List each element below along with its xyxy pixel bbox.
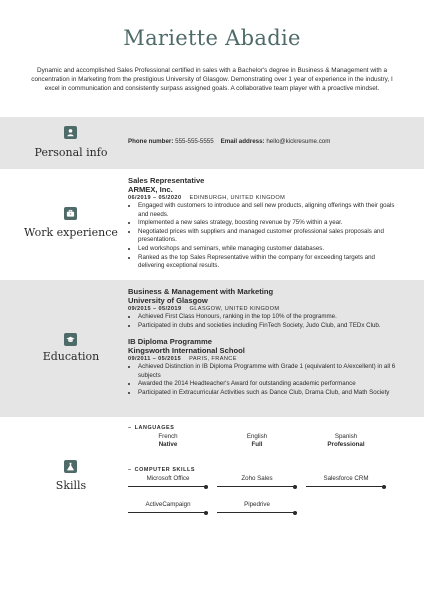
skill-level-bar xyxy=(217,486,297,487)
language-level: Full xyxy=(251,441,263,449)
candidate-name: Mariette Abadie xyxy=(123,26,301,50)
job-date-location xyxy=(128,194,398,202)
skill-item xyxy=(306,475,386,487)
skill-level-knob xyxy=(204,485,208,489)
degree-name: Business & Management with Marketing xyxy=(128,287,274,296)
skill-level-knob xyxy=(293,511,297,515)
skill-level-bar xyxy=(217,512,297,513)
job-bullet: • Implemented a new sales strategy, boosting revenue by 75% within a year. xyxy=(138,219,398,228)
work-experience-title: Work experience xyxy=(24,226,118,239)
language-level: Native xyxy=(158,441,178,449)
education-location: PARIS, FRANCE xyxy=(189,356,237,362)
education-bullet: • Achieved Distinction in IB Diploma Programme with Grade 1 (equivalent to A/excellent) in all 6 subjects xyxy=(138,363,398,380)
language-item xyxy=(306,433,386,450)
education-entry xyxy=(128,287,398,330)
skill-level-bar xyxy=(306,486,386,487)
job-bullet: • Engaged with customers to introduce and sell new products, aligning offerings with their goals and needs. xyxy=(138,202,398,219)
school-name: Kingsworth International School xyxy=(128,346,245,355)
person-icon xyxy=(64,126,77,139)
skill-item xyxy=(217,475,297,487)
skill-level-knob xyxy=(293,485,297,489)
personal-info-section xyxy=(0,117,424,169)
skill-name: Salesforce CRM xyxy=(323,475,369,482)
school-name: University of Glasgow xyxy=(128,296,208,305)
job-bullets xyxy=(128,202,398,271)
education-bullet: • Participated in Extracurricular Activities such as Dance Club, Drama Club, and Math Society xyxy=(138,389,398,398)
education-bullets xyxy=(128,363,398,397)
skill-item xyxy=(217,501,297,513)
language-name: French xyxy=(158,433,178,440)
job-title: Sales Representative xyxy=(128,176,205,185)
language-level: Professional xyxy=(327,441,365,449)
education-date-location xyxy=(128,355,398,363)
graduation-cap-icon xyxy=(64,333,77,346)
education-bullets xyxy=(128,313,398,330)
skill-level-bar xyxy=(128,486,208,487)
job-location: EDINBURGH, UNITED KINGDOM xyxy=(189,195,286,201)
briefcase-icon xyxy=(64,207,77,220)
language-name: Spanish xyxy=(334,433,358,440)
degree-name: IB Diploma Programme xyxy=(128,337,212,346)
skills-section xyxy=(0,417,424,537)
education-section xyxy=(0,280,424,417)
skill-item xyxy=(128,501,208,513)
phone-value: 555-555-5555 xyxy=(175,138,214,145)
flask-icon xyxy=(64,460,77,473)
computer-skills-heading: – COMPUTER SKILLS xyxy=(128,467,196,473)
skill-name: Zoho Sales xyxy=(241,475,273,482)
job-bullet: • Ranked as the top Sales Representative within the company for exceeding targets and delivering exceptional results. xyxy=(138,254,398,271)
skill-name: Pipedrive xyxy=(244,501,270,508)
education-bullet: • Participated in clubs and societies including FinTech Society, Judo Club, and TEDx Club. xyxy=(138,322,398,331)
skill-name: Microsoft Office xyxy=(146,475,190,482)
email-label: Email address: xyxy=(220,138,265,145)
languages-heading: – LANGUAGES xyxy=(128,425,175,431)
education-bullet: • Awarded the 2014 Headteacher's Award for outstanding academic performance xyxy=(138,380,398,389)
email-value: hello@kickresume.com xyxy=(266,138,331,145)
education-entry xyxy=(128,337,398,397)
job-entry xyxy=(128,176,398,271)
language-item xyxy=(217,433,297,450)
education-bullet: • Achieved First Class Honours, ranking in the top 10% of the programme. xyxy=(138,313,398,322)
job-dates: 06/2019 – 05/2020 xyxy=(128,195,182,201)
phone-label: Phone number: xyxy=(128,138,174,145)
skill-level-knob xyxy=(382,485,386,489)
job-bullet: • Led workshops and seminars, while managing customer databases. xyxy=(138,245,398,254)
skill-item xyxy=(128,475,208,487)
education-dates: 09/2015 – 05/2019 xyxy=(128,306,182,312)
education-title: Education xyxy=(42,350,100,363)
education-location: GLASGOW, UNITED KINGDOM xyxy=(189,306,280,312)
company-name: ARMEX, Inc. xyxy=(128,185,173,194)
skill-level-knob xyxy=(204,511,208,515)
language-item xyxy=(128,433,208,450)
skills-title: Skills xyxy=(55,479,87,492)
job-bullet: • Negotiated prices with suppliers and managed customer professional sales proposals and presentations. xyxy=(138,228,398,245)
contact-line xyxy=(128,138,398,147)
profile-summary: Dynamic and accomplished Sales Professional certified in sales with a Bachelor's degree in Business & Management with a concentration in Marketing from the prestigious University of Glasgow. Demonstrating over 1 year of experience in the industry, I excel in communication and consistently surpass assigned goals. A collaborative team player with a proactive mindset. xyxy=(31,67,393,93)
education-dates: 09/2011 – 05/2015 xyxy=(128,356,182,362)
skill-level-bar xyxy=(128,512,208,513)
skill-name: ActiveCampaign xyxy=(145,501,191,508)
work-experience-section xyxy=(0,169,424,280)
language-name: English xyxy=(246,433,268,440)
education-date-location xyxy=(128,305,398,313)
personal-info-title: Personal info xyxy=(34,146,108,159)
